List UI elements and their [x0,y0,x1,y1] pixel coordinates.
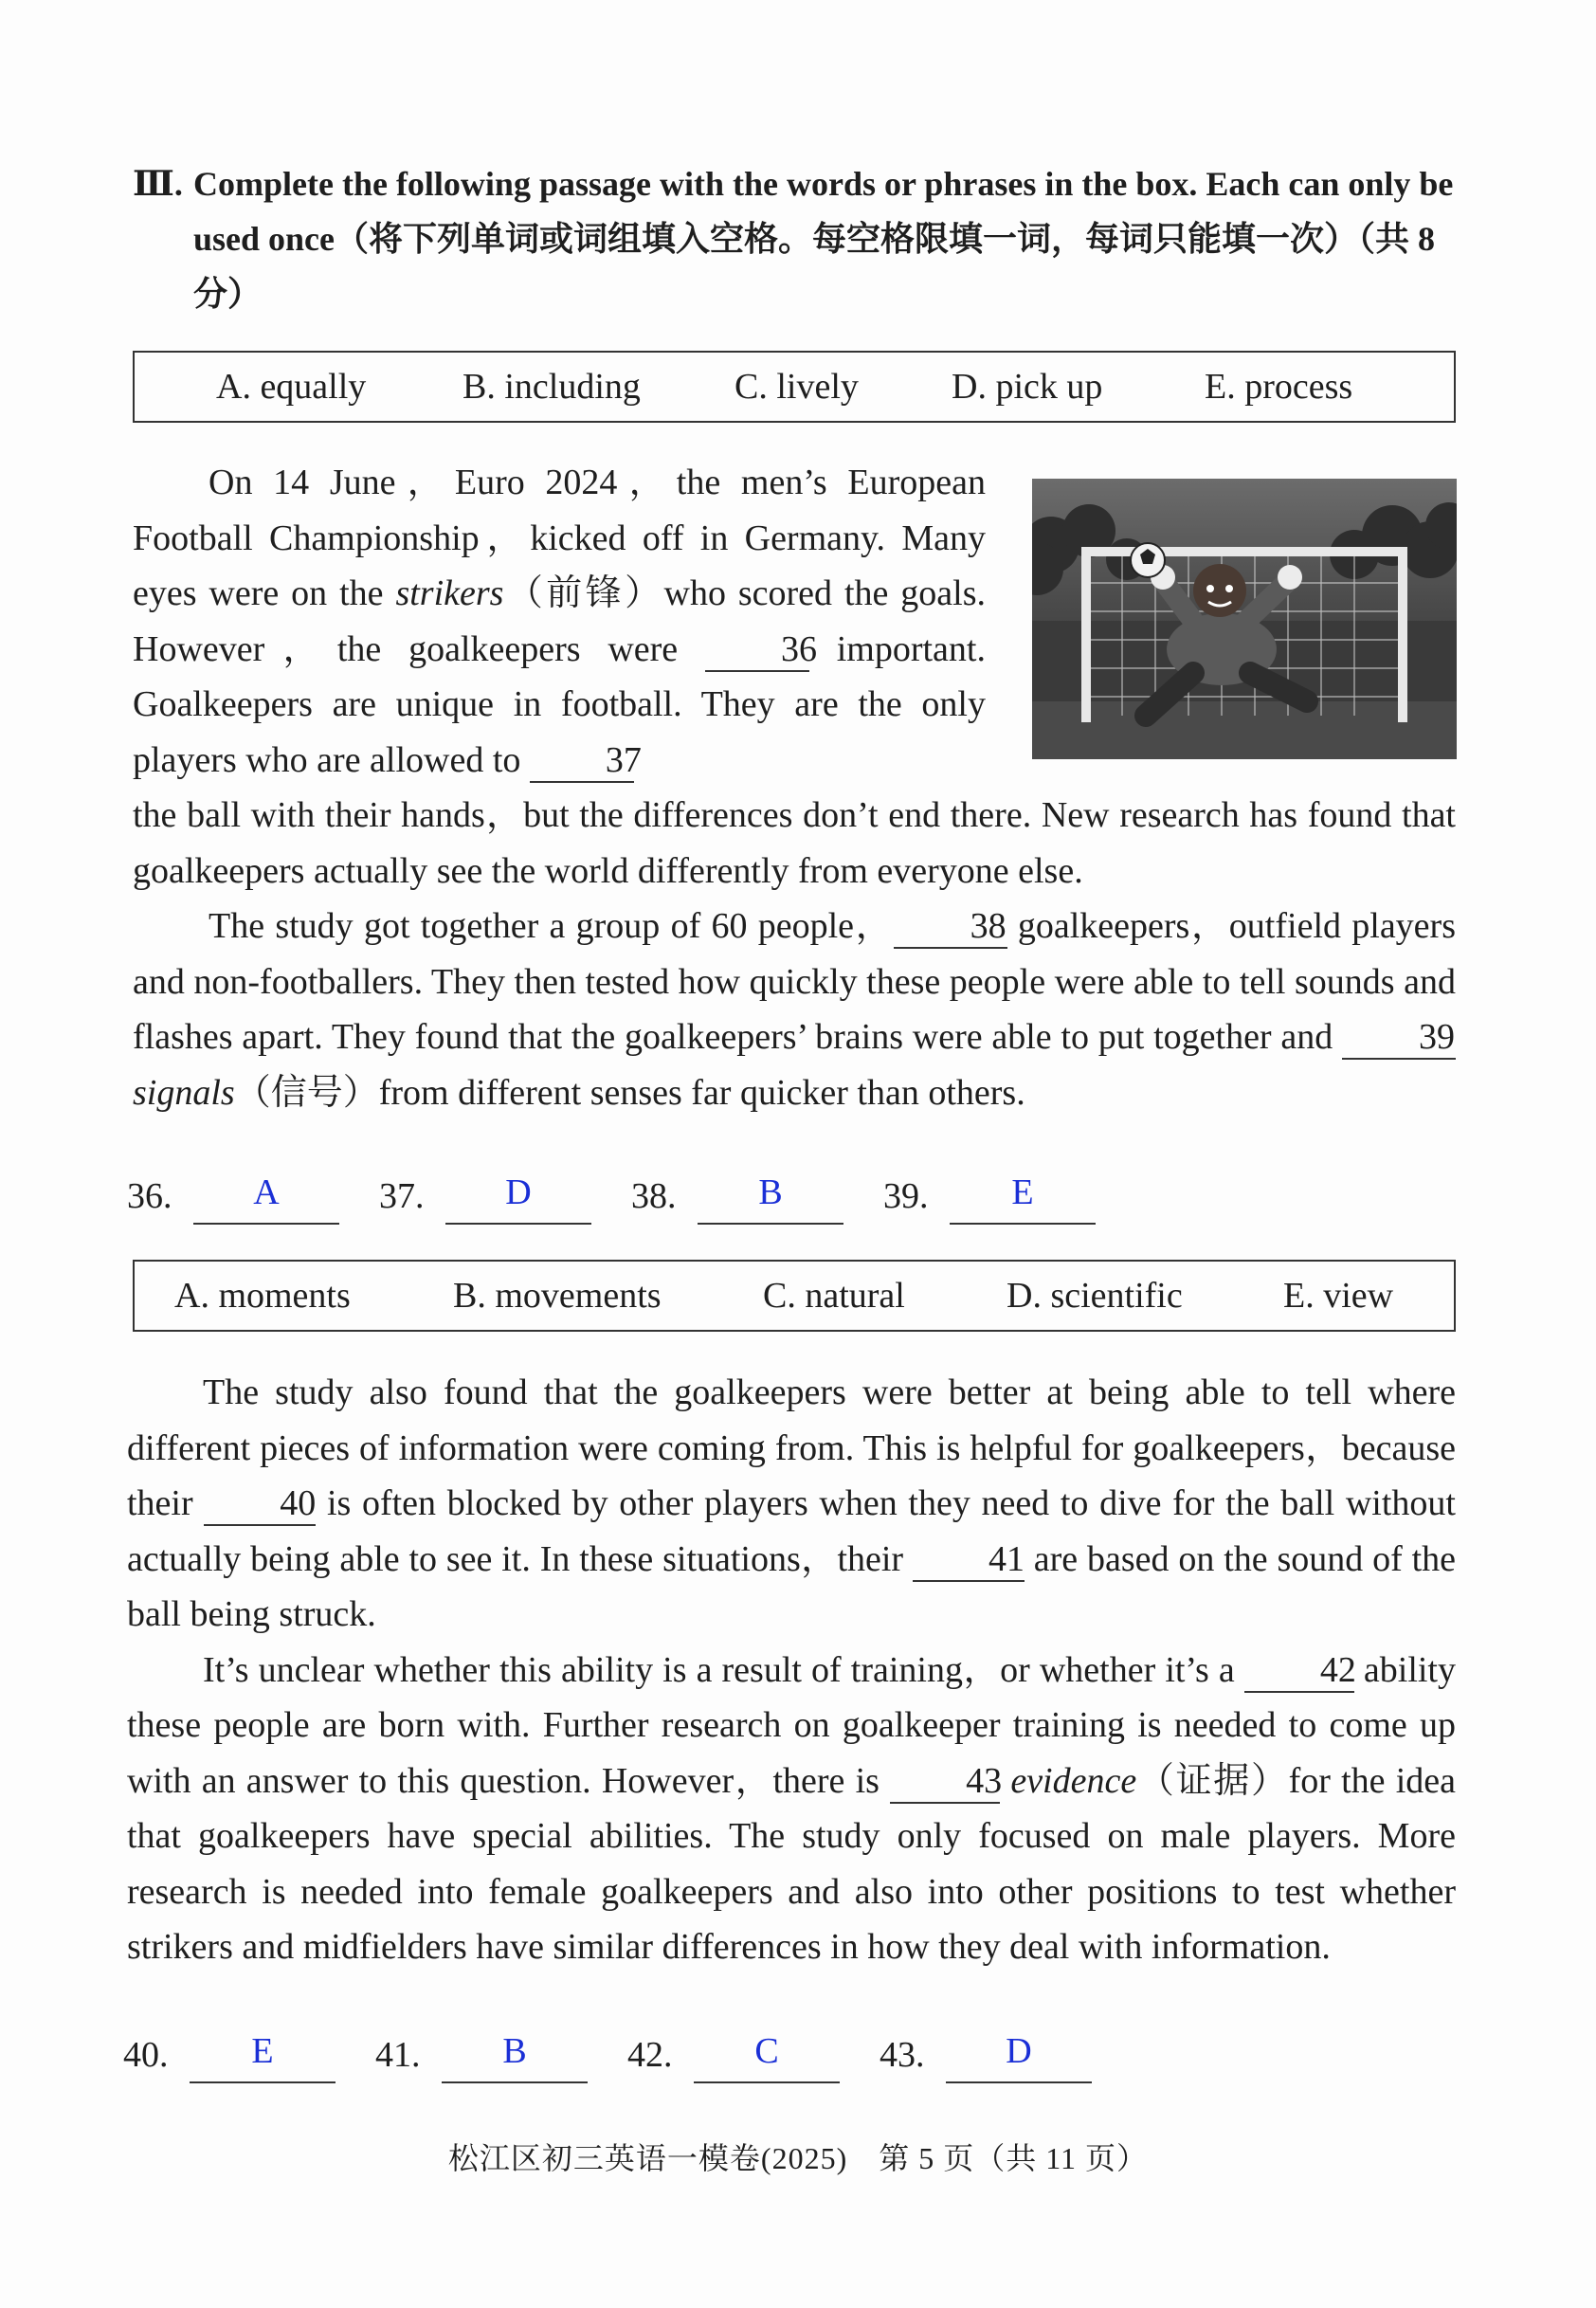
passage-text: On 14 June，Euro 2024，the men’s European Football Championship，kicked off in Germany. Many eyes were on the [133,463,986,613]
passage-paragraph [127,1643,1456,1975]
passage-1-rest [133,788,1456,1120]
blank-40: 40 [204,1482,316,1526]
passage-paragraph [133,455,986,788]
section-instruction: Complete the following passage with the words or phrases in the box. Each can only be used once（将下列单词或词组填入空格。每空格限填一词，每词只能填一次）（共 8 分） [193,165,1454,313]
answer-36: A [253,1172,280,1212]
answer-41: B [502,2031,527,2071]
answer-40: E [251,2031,274,2071]
answer-number: 36. [127,1176,172,1216]
answer-line [698,1223,843,1225]
word-option: E. view [1283,1276,1394,1316]
word-box-2 [133,1260,1456,1332]
answer-line [193,1223,339,1225]
word-option: A. moments [174,1276,351,1316]
blank-39: 39 [1342,1016,1456,1060]
blank-36: 36 [705,628,809,672]
passage-1-lines [133,455,986,788]
answer-37: D [505,1172,532,1212]
answer-39: E [1011,1172,1034,1212]
blank-42: 42 [1244,1649,1354,1693]
word-option: C. lively [735,367,859,407]
blank-43: 43 [890,1760,1000,1804]
answer-line [445,1223,591,1225]
passage-text: It’s unclear whether this ability is a result of training，or whether it’s a [203,1649,1244,1690]
blank-37: 37 [530,739,634,783]
answer-number: 41. [375,2035,421,2075]
answer-number: 42. [627,2035,673,2075]
passage-text: the ball with their hands，but the differences don’t end there. New research has found that goalkeepers actually see the world differently from everyone else. [133,795,1456,891]
passage-paragraph [133,788,1456,899]
passage-text: are based on the sound of the ball being struck. [127,1538,1456,1634]
passage-text: The study got together a group of 60 people， [209,906,894,946]
word-option: D. scientific [1007,1276,1183,1316]
answer-38: B [758,1172,783,1212]
answer-43: D [1006,2031,1032,2071]
passage-paragraph [133,899,1456,1120]
word-option: E. process [1205,367,1353,407]
word-option: C. natural [763,1276,905,1316]
answer-line [442,2081,588,2083]
passage-italic: evidence [1010,1760,1137,1801]
passage-text: （信号）from different senses far quicker than others. [234,1072,1025,1113]
passage-text: （证据）for the idea that goalkeepers have special abilities. The study only focused on male players. More research is needed into female goalkeepers and also into other positions to test whether strikers and midfielders have similar differences in how they deal with information. [127,1760,1456,1967]
word-option: B. movements [453,1276,662,1316]
answer-number: 39. [883,1176,929,1216]
page-footer: 松江区初三英语一模卷(2025) 第 5 页（共 11 页） [447,2141,1149,2175]
answer-number: 40. [123,2035,169,2075]
blank-41: 41 [913,1538,1025,1582]
answer-number: 38. [631,1176,677,1216]
blank-38: 38 [894,905,1007,949]
answer-line [190,2081,336,2083]
passage-2 [127,1365,1456,1975]
passage-paragraph [127,1365,1456,1643]
passage-text: important. Goalkeepers are unique in football. They are the only players who are allowed to [133,628,986,780]
goalkeeper-illustration [1032,479,1457,759]
word-option: A. equally [216,367,367,407]
answer-line [950,1223,1096,1225]
passage-text: is often blocked by other players when they need to dive for the ball without actually being able to see it. In these situations，their [127,1483,1456,1579]
answer-number: 37. [379,1176,425,1216]
passage-text: ability these people are born with. Further research on goalkeeper training is needed to come up with an answer to this question. However，there is [127,1649,1456,1801]
answer-line [694,2081,840,2083]
section-number: Ⅲ. [133,165,183,203]
passage-italic: strikers [395,573,504,613]
answer-42: C [754,2031,779,2071]
passage-text: goalkeepers，outfield players and non-footballers. They then tested how quickly these people were able to tell sounds and flashes apart. They found that the goalkeepers’ brains were able to put together and [133,906,1456,1057]
word-box-1 [133,351,1456,423]
passage-text: （前锋）who scored the goals. However，the goalkeepers were [133,573,986,669]
answer-line [946,2081,1092,2083]
word-option: B. including [462,367,641,407]
goalkeeper-icon [1032,479,1457,759]
passage-text: The study also found that the goalkeepers were better at being able to tell where different pieces of information were coming from. This is helpful for goalkeepers，because their [127,1372,1456,1523]
word-option: D. pick up [952,367,1103,407]
passage-italic: signals [133,1072,235,1113]
answer-number: 43. [880,2035,925,2075]
